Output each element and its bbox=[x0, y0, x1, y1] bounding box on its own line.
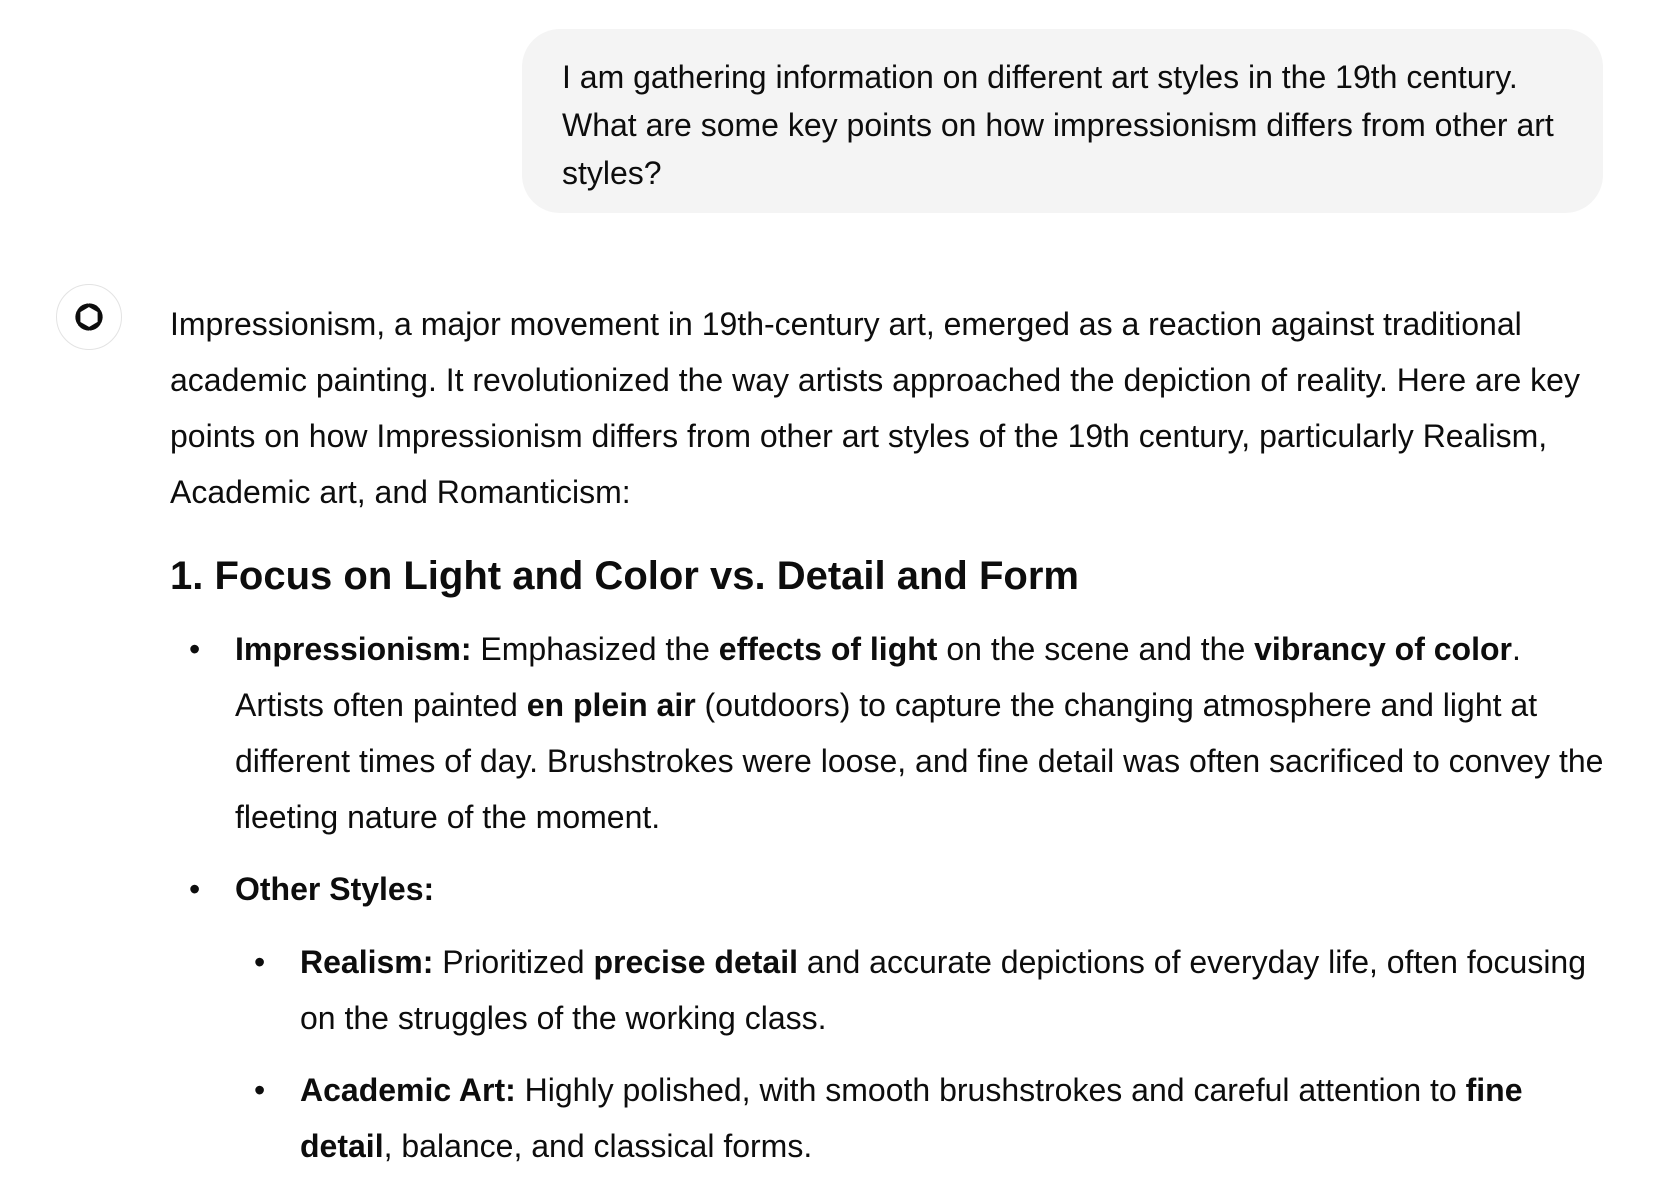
assistant-message bbox=[170, 296, 1610, 1190]
user-message-text: I am gathering information on different art styles in the 19th century. What are some key points on how impressionism differs from other art styles? bbox=[562, 59, 1554, 191]
bullet-text: (outdoors) to capture the changing atmosphere and light at different times of day. Brushstrokes were loose, and fine detail was often sacrificed to convey the fleeting nature of the moment. bbox=[235, 687, 1604, 835]
section-heading: 1. Focus on Light and Color vs. Detail and Form bbox=[170, 554, 1079, 598]
bullet-text: Highly polished, with smooth brushstrokes and careful attention to bbox=[515, 1072, 1466, 1108]
bullet-text: and accurate depictions of everyday life, often focusing on the struggles of the working class. bbox=[300, 944, 1587, 1036]
assistant-avatar bbox=[56, 284, 122, 350]
bullet-text: , balance, and classical forms. bbox=[383, 1128, 813, 1164]
nested-bullet-list bbox=[235, 934, 1610, 1174]
list-item-other-styles bbox=[235, 861, 1610, 1174]
bullet-text: Emphasized the bbox=[471, 631, 719, 667]
bullet-text: on the scene and the bbox=[937, 631, 1255, 667]
assistant-intro-paragraph: Impressionism, a major movement in 19th-century art, emerged as a reaction against traditional academic painting. It revolutionized the way artists approached the depiction of reality. Here are key points on how Impressionism differs from other art styles of the 19th century, particularly Realism, Academic art, and Romanticism: bbox=[170, 306, 1580, 510]
bullet-label-academic-art: Academic Art: bbox=[300, 1072, 516, 1108]
bullet-text: . Artists often painted bbox=[235, 631, 1521, 723]
bold-text: en plein air bbox=[526, 687, 696, 723]
bullet-label-realism: Realism: bbox=[300, 944, 434, 980]
list-item-realism bbox=[300, 934, 1610, 1046]
bold-text: precise detail bbox=[593, 944, 798, 980]
user-message-bubble bbox=[522, 29, 1603, 213]
bullet-list bbox=[170, 621, 1610, 1174]
bullet-label-other-styles: Other Styles: bbox=[235, 871, 435, 907]
bullet-label-impressionism: Impressionism: bbox=[235, 631, 472, 667]
bold-text: fine detail bbox=[300, 1072, 1523, 1164]
list-item-academic-art bbox=[300, 1062, 1610, 1174]
list-item-impressionism bbox=[235, 621, 1610, 845]
bullet-text: Prioritized bbox=[433, 944, 594, 980]
openai-logo-icon bbox=[70, 298, 108, 336]
bold-text: effects of light bbox=[718, 631, 938, 667]
bold-text: vibrancy of color bbox=[1254, 631, 1512, 667]
